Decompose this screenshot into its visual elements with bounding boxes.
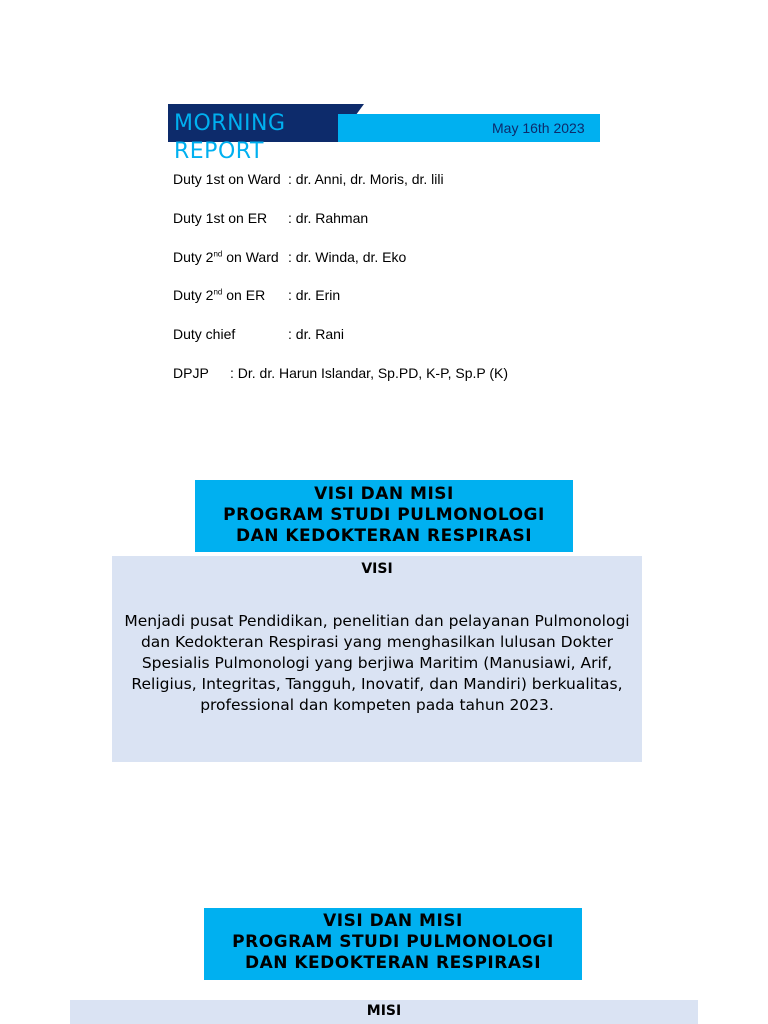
duty-value: : dr. Winda, dr. Eko (288, 249, 407, 265)
duty-value: : dr. Rahman (288, 210, 369, 226)
visi-panel (112, 556, 642, 762)
visi-title: VISI (361, 561, 393, 577)
duty-value: : dr. Anni, dr. Moris, dr. lili (288, 171, 444, 187)
duty-row-chief: Duty chief : dr. Rani (173, 326, 345, 342)
misi-panel (70, 1000, 698, 1024)
report-date: May 16th 2023 (492, 120, 585, 136)
misi-title: MISI (366, 1003, 402, 1019)
report-title: MORNING REPORT (174, 111, 286, 164)
duty-row-dpjp: DPJP : Dr. dr. Harun Islandar, Sp.PD, K-P, Sp.P (K) (173, 365, 509, 381)
duty-value: : dr. Rani (288, 326, 345, 342)
visi-section-heading: VISI DAN MISI PROGRAM STUDI PULMONOLOGI DAN KEDOKTERAN RESPIRASI (195, 480, 573, 552)
duty-value: : dr. Erin (288, 287, 341, 303)
visi-statement: Menjadi pusat Pendidikan, penelitian dan pelayanan Pulmonologi dan Kedokteran Respirasi yang menghasilkan lulusan Dokter Spesialis Pulmonologi yang berjiwa Maritim (Manusiawi, Arif, Religius, Integritas, Tangguh, Inovatif, dan Mandiri) berkualitas, professional dan kompeten pada tahun 2023. (124, 612, 630, 714)
duty-row-2nd-er: Duty 2nd on ER : dr. Erin (173, 287, 341, 303)
duty-row-2nd-ward: Duty 2nd on Ward : dr. Winda, dr. Eko (173, 249, 407, 265)
duty-row-1st-er: Duty 1st on ER : dr. Rahman (173, 210, 369, 226)
misi-section-heading: VISI DAN MISI PROGRAM STUDI PULMONOLOGI DAN KEDOKTERAN RESPIRASI (204, 908, 582, 980)
duty-row-1st-ward: Duty 1st on Ward : dr. Anni, dr. Moris, dr. lili (173, 171, 444, 187)
duty-value: : Dr. dr. Harun Islandar, Sp.PD, K-P, Sp.P (K) (230, 365, 509, 381)
